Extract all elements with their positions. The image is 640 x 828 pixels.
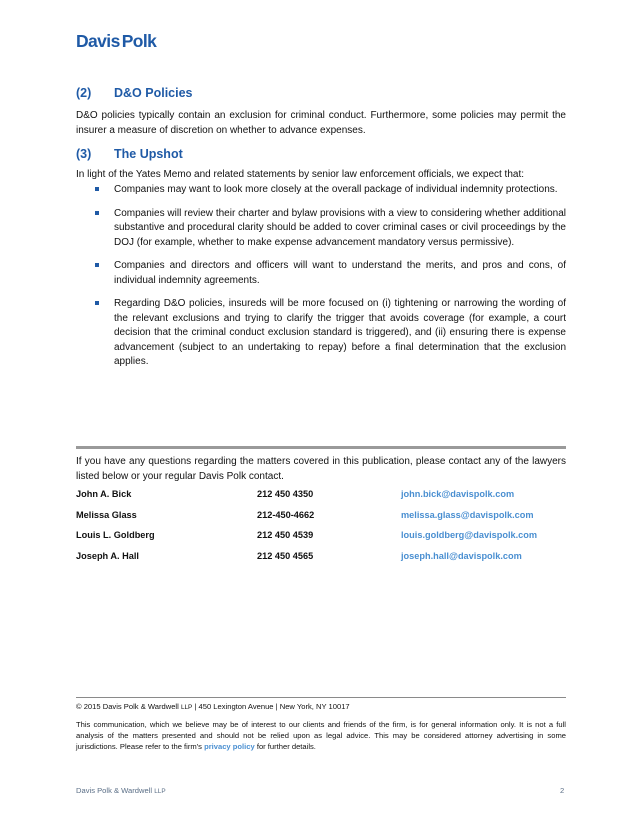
- upshot-bullet-list: [76, 183, 566, 379]
- contact-name: Louis L. Goldberg: [76, 530, 155, 540]
- contact-name: Melissa Glass: [76, 509, 137, 520]
- footer-divider: [76, 697, 566, 698]
- contact-intro: If you have any questions regarding the matters covered in this publication, please contact any of the lawyers listed below or your regular Davis Polk contact.: [76, 456, 566, 482]
- bullet-square-icon: [95, 301, 99, 305]
- contact-list: [76, 489, 566, 571]
- contact-name: John A. Bick: [76, 489, 132, 499]
- disclaimer-end-text: for further details.: [254, 741, 316, 751]
- contact-phone: 212 450 4539: [257, 530, 314, 540]
- section-3-title: The Upshot: [114, 147, 183, 161]
- contact-divider: [76, 446, 566, 449]
- llp-text: LLP: [180, 704, 193, 711]
- footer-firm-text: Davis Polk & Wardwell: [76, 786, 153, 795]
- contact-email-link[interactable]: louis.goldberg@davispolk.com: [401, 530, 538, 540]
- bullet-text: Companies will review their charter and bylaw provisions with a view to considering whether additional substantive and procedural clarity should be added to cover criminal cases or civil proceedings by the DOJ (for example, whether to make expense advancement mandatory versus permissive).: [114, 207, 566, 248]
- contact-row: [76, 489, 566, 510]
- page-number: 2: [560, 786, 565, 795]
- contact-email-link[interactable]: john.bick@davispolk.com: [401, 489, 515, 499]
- section-2-number: (2): [76, 86, 92, 100]
- contact-row: [76, 551, 566, 572]
- firm-logo: [76, 31, 156, 52]
- section-3-number: (3): [76, 147, 92, 161]
- bullet-item: [76, 259, 566, 288]
- section-2-heading: [76, 86, 193, 100]
- bullet-square-icon: [95, 211, 99, 215]
- contact-email-link[interactable]: melissa.glass@davispolk.com: [401, 509, 534, 520]
- bullet-text: Companies may want to look more closely at the overall package of individual indemnity protections.: [114, 184, 558, 195]
- contact-phone: 212-450-4662: [257, 509, 315, 520]
- contact-phone: 212 450 4350: [257, 489, 314, 499]
- disclaimer: [76, 720, 566, 752]
- bullet-text: Companies and directors and officers will want to understand the merits, and pros and cons, of individual indemnity agreements.: [114, 260, 566, 286]
- bullet-square-icon: [95, 187, 99, 191]
- contact-name: Joseph A. Hall: [76, 550, 139, 561]
- disclaimer-text: This communication, which we believe may be of interest to our clients and friends of the firm, is for general information only. It is not a full analysis of the matters presented and should not be relied upon as legal advice. This may be considered attorney advertising in some jurisdictions. Please refer to the firm's: [76, 720, 566, 751]
- copyright-line: [76, 702, 350, 711]
- bullet-text: Regarding D&O policies, insureds will be more focused on (i) tightening or narrowing the wording of the relevant exclusions and trying to clarify the trigger that avoids coverage (for example, a court decision that the criminal conduct exclusion standard is triggered), and (ii) ensuring there is expense advancement (subject to an undertaking to repay) before a final determination that the exclusion applies.: [114, 298, 566, 367]
- section-2-body: D&O policies typically contain an exclusion for criminal conduct. Furthermore, some policies may permit the insurer a measure of discretion on whether to advance expenses.: [76, 110, 566, 136]
- bullet-item: [76, 297, 566, 370]
- privacy-policy-link[interactable]: privacy policy: [204, 741, 255, 751]
- logo-text-polk: Polk: [121, 31, 157, 51]
- footer-llp-text: LLP: [154, 788, 166, 795]
- footer-firm-name: [76, 786, 166, 795]
- bullet-item: [76, 183, 566, 198]
- section-2-title: D&O Policies: [114, 86, 193, 100]
- section-3-heading: [76, 147, 183, 161]
- logo-text-davis: Davis: [76, 31, 120, 51]
- contact-row: [76, 510, 566, 531]
- copyright-text: © 2015 Davis Polk & Wardwell: [76, 702, 179, 711]
- contact-row: [76, 530, 566, 551]
- bullet-item: [76, 207, 566, 251]
- contact-email-link[interactable]: joseph.hall@davispolk.com: [401, 550, 522, 561]
- section-3-intro: In light of the Yates Memo and related statements by senior law enforcement officials, we expect that:: [76, 169, 525, 180]
- bullet-square-icon: [95, 263, 99, 267]
- address-text: | 450 Lexington Avenue | New York, NY 10017: [192, 702, 350, 711]
- contact-phone: 212 450 4565: [257, 550, 314, 561]
